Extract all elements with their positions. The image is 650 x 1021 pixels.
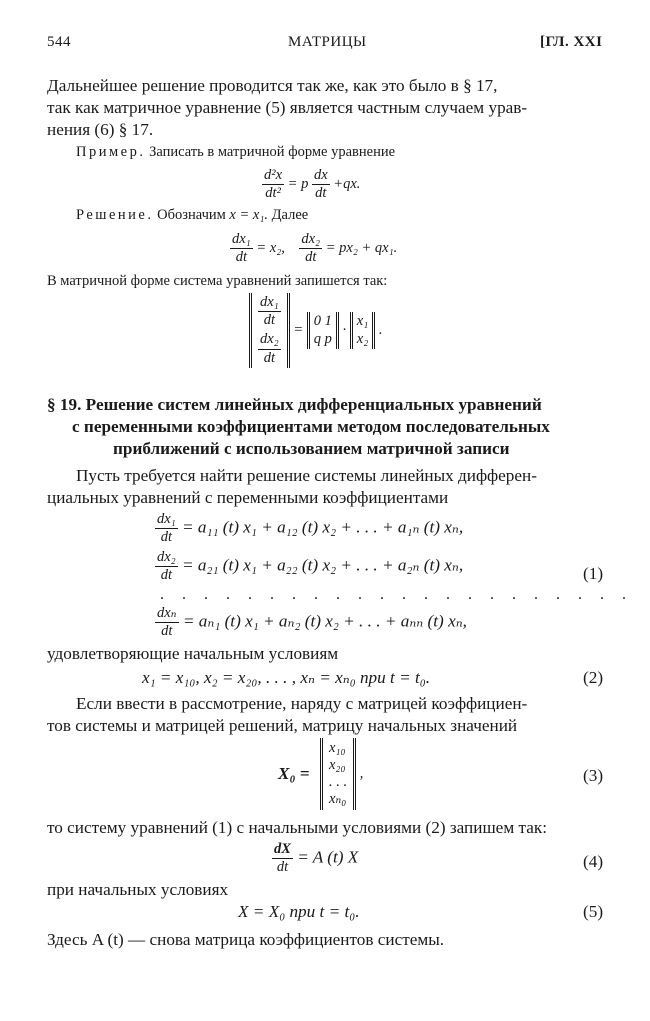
p4: при начальных условиях [47,880,229,899]
coefficient-matrix: 0 1 q p [307,312,339,350]
intro-line-3: нения (6) § 17. [47,120,154,139]
fraction: dx₁ dt [260,294,279,329]
fraction: $\frac{\text{dx₁}}{dt}$ [232,231,251,266]
equation-4: $\frac{dX}{dt}$ = A (t) X [274,841,359,876]
final-sentence: Здесь A (t) — снова матрица коэффициентов системы. [47,930,445,949]
equation-number-4: (4) [583,852,604,871]
equation-number-5: (5) [583,902,604,921]
fraction: $\frac{\text{dx₁}}{dt}$ [157,511,176,546]
matrix-equation: dx₁ dt dx₂ dt = 0 1 q p · x₁ x₂ . [249,293,383,368]
equation-number-3: (3) [583,766,604,785]
section-title-line-3: приближений с использованием матричной записи [113,439,510,458]
fraction: $\frac{dx}{dt}$ [313,167,328,202]
solution-label: Решение. [76,207,154,223]
x-vector: x₁ x₂ [350,312,375,350]
fraction: $\frac{\text{d²x}}{\text{dt²}}$ [264,167,283,202]
running-title: МАТРИЦЫ [288,34,367,50]
conditions-equation: x₁ = x₁₀, x₂ = x₂₀, . . . , xₙ = xₙ₀ при t = t₀. [142,668,431,687]
derivative-vector [249,293,290,368]
system-dots: . . . . . . . . . . . . . . . . . . . . . . [160,586,633,603]
p1-line-2: циальных уравнений с переменными коэффициентами [47,488,449,507]
x0-vector: x₁₀ x₂₀ . . . xₙ₀ , [320,738,363,810]
system-eq-1: $\frac{\text{dx₁}}{dt}$ = a₁₁ (t) x₁ + a₁₂ (t) x₂ + . . . + a₁ₙ (t) xₙ, [157,511,464,546]
p2-line-1: Если ввести в рассмотрение, наряду с матрицей коэффициен- [76,694,528,713]
system-eq-2: $\frac{\text{dx₂}}{dt}$ = a₂₁ (t) x₁ + a₂₂ (t) x₂ + . . . + a₂ₙ (t) xₙ, [157,549,464,584]
conditions-intro: удовлетворяющие начальным условиям [47,644,339,663]
fraction: $\frac{\text{dx₂}}{dt}$ [301,231,321,266]
fraction: dx₂ dt [260,331,279,366]
fraction: $\frac{\text{dxₙ}}{dt}$ [157,605,177,640]
section-title-line-2: с переменными коэффициентами методом последовательных [72,417,550,436]
intro-line-2: так как матричное уравнение (5) является частным случаем урав- [47,98,528,117]
fraction: $\frac{dX}{dt}$ [274,841,291,876]
fraction: $\frac{\text{dx₂}}{dt}$ [157,549,176,584]
section-title-line-1: § 19. Решение систем линейных дифференциальных уравнений [47,395,542,414]
example-line [76,144,395,161]
page-number: 544 [47,34,71,50]
example-text: Записать в матричной форме уравнение [149,144,396,160]
p3: то систему уравнений (1) с начальными условиями (2) запишем так: [47,818,547,837]
matrix-intro: В матричной форме система уравнений запишется так: [47,273,388,289]
chapter-label: [ГЛ. XXI [540,34,603,50]
solution-equations: $\frac{\text{dx₁}}{dt}$ = x₂, $\frac{\text{dx₂}}{dt}$ = px₂ + qx₁. [232,231,398,266]
system-eq-n: $\frac{\text{dxₙ}}{dt}$ = aₙ₁ (t) x₁ + aₙ₂ (t) x₂ + . . . + aₙₙ (t) xₙ, [157,605,467,640]
p2-line-2: тов системы и матрицей решений, матрицу начальных значений [47,716,518,735]
example-label: Пример. [76,144,146,160]
equation-number-2: (2) [583,668,604,687]
p1-line-1: Пусть требуется найти решение системы линейных дифферен- [76,466,537,485]
x0-lhs: X₀ = [278,764,310,783]
example-equation: $\frac{\text{d²x}}{\text{dt²}}$ = p $\frac{dx}{dt}$ +qx. [264,167,361,202]
equation-5: X = X₀ при t = t₀. [238,902,360,921]
solution-line: Решение. Обозначим x = x₁. Далее [76,207,309,223]
intro-line-1: Дальнейшее решение проводится так же, как это было в § 17, [47,76,498,95]
equation-number-1: (1) [583,564,604,583]
